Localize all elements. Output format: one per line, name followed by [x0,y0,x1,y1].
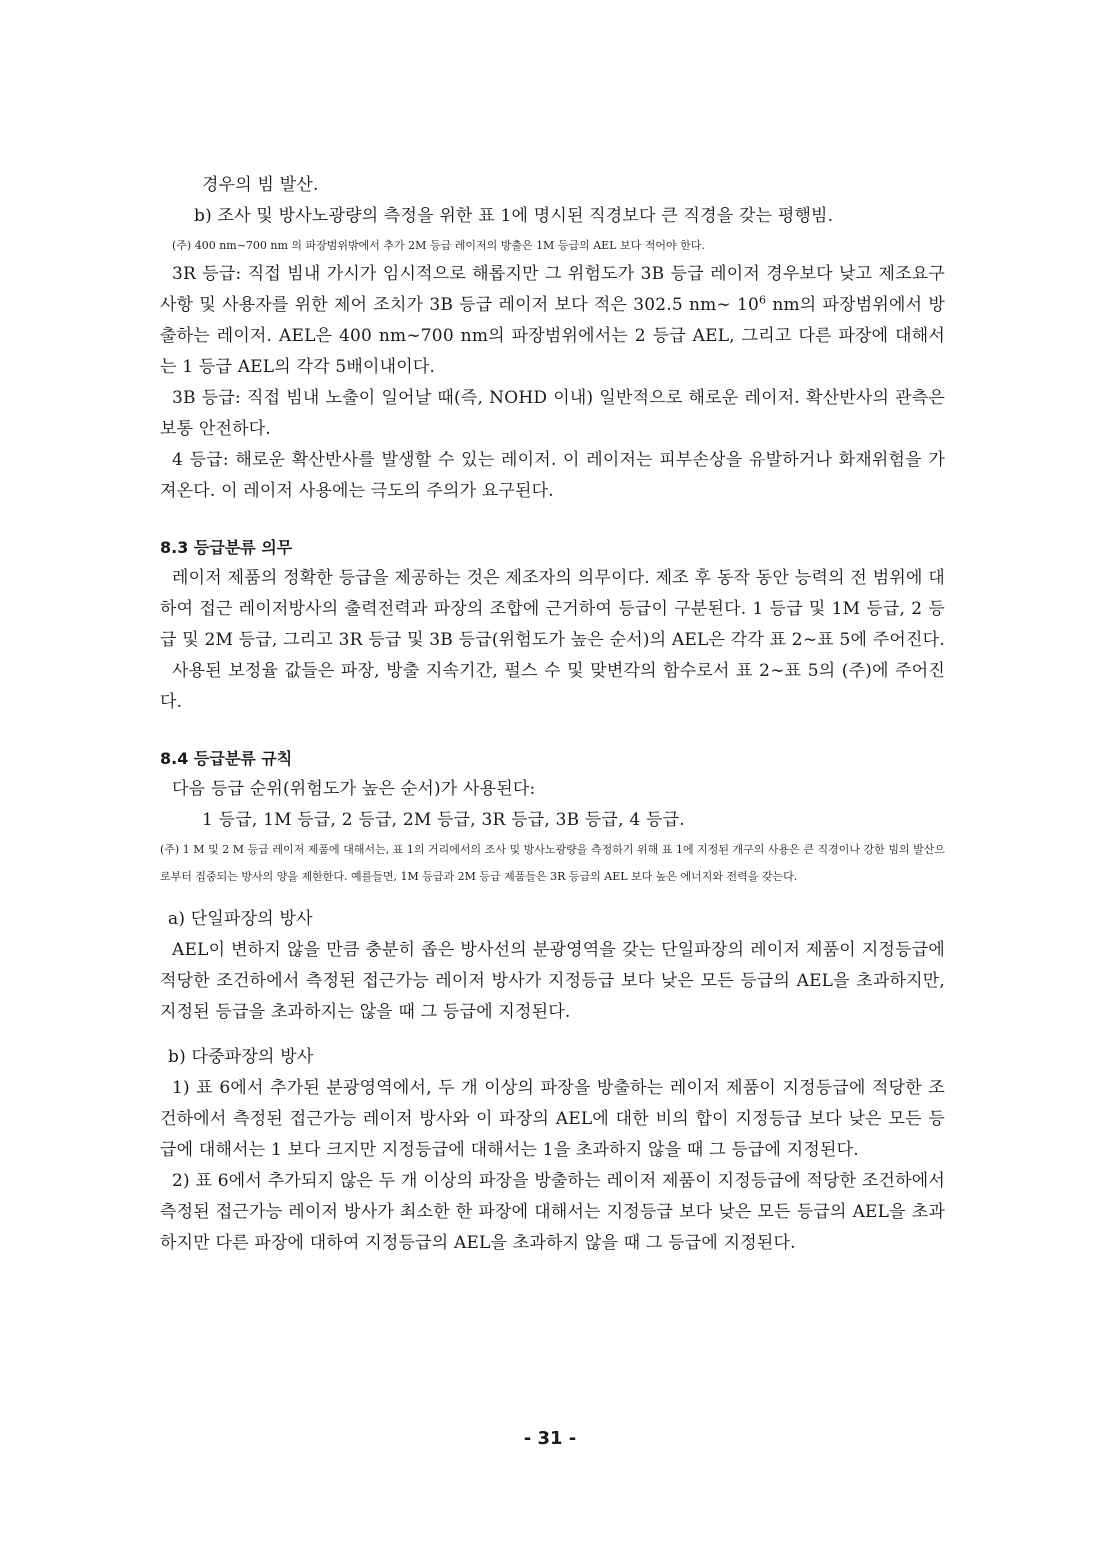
class-3r-text-b: nm의 파장범위에서 방출하는 레이저. AEL은 400 nm∼700 nm의 파장범위에서는 2 등급 AEL, 그리고 다른 파장에 대해서는 1 등급 AEL의 각각 5배이내이다. [160,295,945,377]
paragraph-8-3-a: 레이저 제품의 정확한 등급을 제공하는 것은 제조자의 의무이다. 제조 후 동작 동안 능력의 전 범위에 대하여 접근 레이저방사의 출력전력과 파장의 조합에 근거하여 등급이 구분된다. 1 등급 및 1M 등급, 2 등급 및 2M 등급, 그리고 3R 등급 및 3B 등급(위험도가 높은 순서)의 AEL은 각각 표 2∼표 5에 주어진다. [160,568,945,650]
paragraph-8-3-b: 사용된 보정율 값들은 파장, 방출 지속기간, 펄스 수 및 맞변각의 함수로서 표 2∼표 5의 (주)에 주어진다. [160,661,945,712]
paragraph-class-4: 4 등급: 해로운 확산반사를 발생할 수 있는 레이저. 이 레이저는 피부손상을 유발하거나 화재위험을 가져온다. 이 레이저 사용에는 극도의 주의가 요구된다. [160,450,945,501]
note-2m-emission: (주) 400 nm∼700 nm 의 파장범위밖에서 추가 2M 등급 레이저의 방출은 1M 등급의 AEL 보다 적어야 한다. [172,239,705,252]
class-3r-superscript: 6 [759,293,767,307]
paragraph-single-wavelength: AEL이 변하지 않을 만큼 충분히 좁은 방사선의 분광영역을 갖는 단일파장의 레이저 제품이 지정등급에 적당한 조건하에서 측정된 접근가능 레이저 방사가 지정등급 보다 낮은 모든 등급의 AEL을 초과하지만, 지정된 등급을 초과하지는 않을 때 그 등급에 지정된다. [160,940,945,1022]
document-page [160,170,945,1259]
paragraph-class-3b: 3B 등급: 직접 빔내 노출이 일어날 때(즉, NOHD 이내) 일반적으로 해로운 레이저. 확산반사의 관측은 보통 안전하다. [160,388,945,439]
note-1m-2m: (주) 1 M 및 2 M 등급 레이저 제품에 대해서는, 표 1의 거리에서의 조사 및 방사노광량을 측정하기 위해 표 1에 지정된 개구의 사용은 큰 직경이나 강한 빔의 발산으로부터 집중되는 방사의 양을 제한한다. 예를들면, 1M 등급과 2M 등급 제품들은 3R 등급의 AEL 보다 높은 에너지와 전력을 갖는다. [160,843,945,883]
paragraph-8-4-intro: 다음 등급 순위(위험도가 높은 순서)가 사용된다: [172,779,536,799]
section-heading-8-4: 8.4 등급분류 규칙 [160,749,293,768]
paragraph-beam-divergence: 경우의 빔 발산. [202,175,319,195]
subheading-single-wavelength: a) 단일파장의 방사 [168,909,313,929]
subheading-multi-wavelength: b) 다중파장의 방사 [168,1047,314,1067]
paragraph-multi-wavelength-1: 1) 표 6에서 추가된 분광영역에서, 두 개 이상의 파장을 방출하는 레이저 제품이 지정등급에 적당한 조건하에서 측정된 접근가능 레이저 방사와 이 파장의 AEL에 대한 비의 합이 지정등급 보다 낮은 모든 등급에 대해서는 1 보다 크지만 지정등급에 대해서는 1을 초과하지 않을 때 그 등급에 지정된다. [160,1078,945,1160]
paragraph-multi-wavelength-2: 2) 표 6에서 추가되지 않은 두 개 이상의 파장을 방출하는 레이저 제품이 지정등급에 적당한 조건하에서 측정된 접근가능 레이저 방사가 최소한 한 파장에 대해서는 지정등급 보다 낮은 모든 등급의 AEL을 초과하지만 다른 파장에 대하여 지정등급의 AEL을 초과하지 않을 때 그 등급에 지정된다. [160,1171,945,1253]
paragraph-item-b: b) 조사 및 방사노광량의 측정을 위한 표 1에 명시된 직경보다 큰 직경을 갖는 평행빔. [194,206,834,226]
paragraph-class-3r [160,259,945,383]
section-heading-8-3: 8.3 등급분류 의무 [160,538,293,557]
paragraph-8-4-order: 1 등급, 1M 등급, 2 등급, 2M 등급, 3R 등급, 3B 등급, 4 등급. [202,810,685,830]
page-number: - 31 - [523,1428,577,1449]
class-3r-text-a: 3R 등급: 직접 빔내 가시가 임시적으로 해롭지만 그 위험도가 3B 등급 레이저 경우보다 낮고 제조요구사항 및 사용자를 위한 제어 조치가 3B 등급 레이저 보다 적은 302.5 nm∼ 10 [160,264,945,315]
